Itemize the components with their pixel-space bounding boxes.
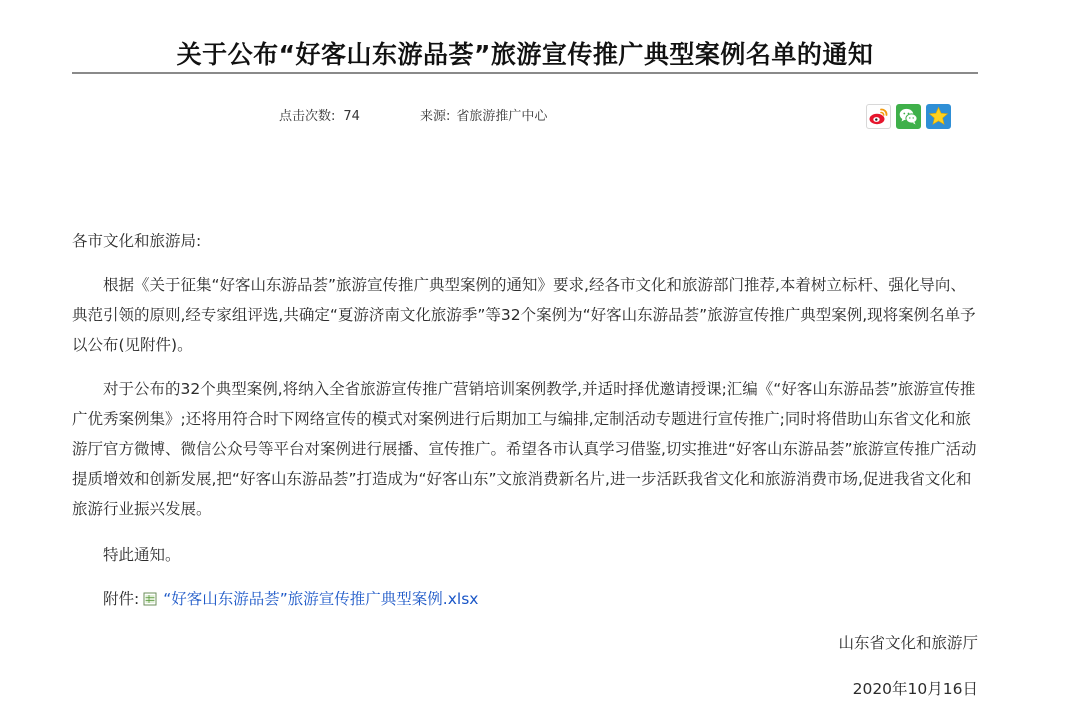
closing-remark: 特此通知。 — [103, 546, 181, 564]
salutation: 各市文化和旅游局: — [72, 232, 202, 250]
article-source — [420, 108, 547, 126]
favorite-star-icon — [926, 104, 951, 129]
click-count-label: 点击次数: — [279, 109, 336, 124]
attachment-row — [103, 584, 478, 614]
source-value: 省旅游推广中心 — [456, 109, 548, 124]
attachment-download-link[interactable]: “好客山东游品荟”旅游宣传推广典型案例.xlsx — [163, 590, 479, 608]
wechat-share-button[interactable] — [896, 104, 921, 129]
issuing-organization: 山东省文化和旅游厅 — [838, 634, 978, 652]
issue-date: 2020年10月16日 — [852, 680, 978, 698]
share-toolbar — [866, 104, 951, 129]
page-title: 关于公布“好客山东游品荟”旅游宣传推广典型案例名单的通知 — [176, 39, 874, 69]
paragraph-measures: 对于公布的32个典型案例,将纳入全省旅游宣传推广营销培训案例教学,并适时择优邀请授课;汇编《“好客山东游品荟”旅游宣传推广优秀案例集》;还将用符合时下网络宣传的模式对案例进行后期加工与编排,定制活动专题进行宣传推广;同时将借助山东省文化和旅游厅官方微博、微信公众号等平台对案例进行展播、宣传推广。希望各市认真学习借鉴,切实推进“好客山东游品荟”旅游宣传推广活动提质增效和创新发展,把“好客山东游品荟”打造成为“好客山东”文旅消费新名片,进一步活跃我省文化和旅游消费市场,促进我省文化和旅游行业振兴发展。 — [72, 380, 977, 518]
click-count — [279, 108, 360, 126]
wechat-icon — [896, 104, 921, 129]
attachment-label: 附件: — [103, 590, 140, 608]
weibo-icon — [867, 105, 890, 128]
weibo-share-button[interactable] — [866, 104, 891, 129]
source-label: 来源: — [420, 109, 451, 124]
paragraph-requirements: 根据《关于征集“好客山东游品荟”旅游宣传推广典型案例的通知》要求,经各市文化和旅游部门推荐,本着树立标杆、强化导向、典范引领的原则,经专家组评选,共确定“夏游济南文化旅游季”等32个案例为“好客山东游品荟”旅游宣传推广典型案例,现将案例名单予以公布(见附件)。 — [72, 276, 976, 354]
click-count-value: 74 — [343, 109, 360, 124]
excel-file-icon — [143, 592, 157, 606]
favorite-button[interactable] — [926, 104, 951, 129]
title-divider — [72, 72, 978, 74]
